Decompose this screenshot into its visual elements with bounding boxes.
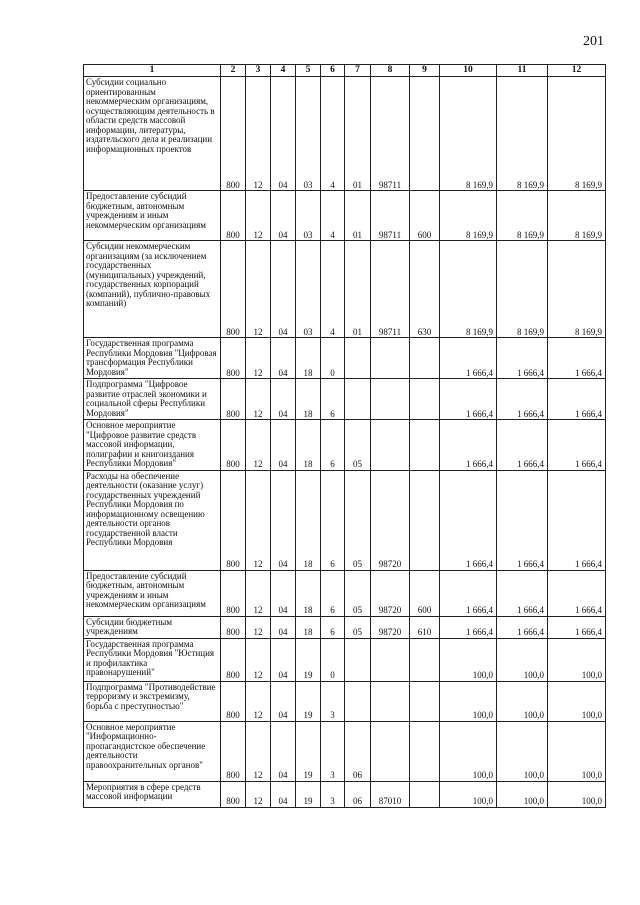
amount-year-3: 1 666,4 xyxy=(548,470,606,570)
section-code: 12 xyxy=(246,420,271,471)
subsection-code: 04 xyxy=(271,681,296,721)
expense-type-code xyxy=(410,781,440,807)
row-description: Субсидии бюджетным учреждениям xyxy=(84,616,221,638)
subsection-code: 04 xyxy=(271,721,296,781)
amount-year-3: 100,0 xyxy=(548,638,606,681)
section-code: 12 xyxy=(246,570,271,616)
admin-code: 800 xyxy=(221,781,246,807)
amount-year-3: 100,0 xyxy=(548,781,606,807)
amount-year-2: 1 666,4 xyxy=(497,420,548,471)
direction-code xyxy=(371,420,410,471)
activity-code xyxy=(345,338,371,379)
amount-year-1: 1 666,4 xyxy=(440,338,497,379)
subsection-code: 04 xyxy=(271,470,296,570)
column-header: 2 xyxy=(221,65,246,77)
admin-code: 800 xyxy=(221,191,246,241)
amount-year-2: 8 169,9 xyxy=(497,77,548,191)
direction-code xyxy=(371,721,410,781)
subsection-code: 04 xyxy=(271,638,296,681)
table-row xyxy=(84,638,606,681)
row-description: Подпрограмма "Противодействие терроризму и экстремизму, борьба с преступностью" xyxy=(84,681,221,721)
subprogram-code: 6 xyxy=(321,379,345,420)
expense-type-code xyxy=(410,638,440,681)
amount-year-3: 1 666,4 xyxy=(548,338,606,379)
amount-year-2: 1 666,4 xyxy=(497,616,548,638)
subsection-code: 04 xyxy=(271,338,296,379)
table-row xyxy=(84,781,606,807)
page-number: 201 xyxy=(583,34,604,49)
subprogram-code: 4 xyxy=(321,77,345,191)
amount-year-2: 1 666,4 xyxy=(497,570,548,616)
amount-year-1: 1 666,4 xyxy=(440,570,497,616)
column-header: 4 xyxy=(271,65,296,77)
amount-year-3: 1 666,4 xyxy=(548,616,606,638)
activity-code xyxy=(345,638,371,681)
row-description: Основное мероприятие "Информационно-пропагандистское обеспечение деятельности правоохранительных органов" xyxy=(84,721,221,781)
program-code: 18 xyxy=(296,470,321,570)
amount-year-3: 8 169,9 xyxy=(548,241,606,338)
column-header: 5 xyxy=(296,65,321,77)
admin-code: 800 xyxy=(221,241,246,338)
table-row xyxy=(84,681,606,721)
table-row xyxy=(84,379,606,420)
subprogram-code: 0 xyxy=(321,338,345,379)
column-header: 11 xyxy=(497,65,548,77)
section-code: 12 xyxy=(246,721,271,781)
subsection-code: 04 xyxy=(271,191,296,241)
amount-year-2: 1 666,4 xyxy=(497,338,548,379)
program-code: 19 xyxy=(296,721,321,781)
direction-code xyxy=(371,638,410,681)
amount-year-1: 8 169,9 xyxy=(440,191,497,241)
row-description: Основное мероприятие "Цифровое развитие средств массовой информации, полиграфии и книгоиздания Республики Мордовия" xyxy=(84,420,221,471)
expense-type-code xyxy=(410,379,440,420)
admin-code: 800 xyxy=(221,77,246,191)
section-code: 12 xyxy=(246,191,271,241)
expense-type-code xyxy=(410,681,440,721)
amount-year-3: 1 666,4 xyxy=(548,420,606,471)
expense-type-code xyxy=(410,420,440,471)
expense-type-code xyxy=(410,77,440,191)
subsection-code: 04 xyxy=(271,77,296,191)
activity-code: 05 xyxy=(345,420,371,471)
expense-type-code xyxy=(410,338,440,379)
subsection-code: 04 xyxy=(271,570,296,616)
budget-table xyxy=(83,64,606,808)
section-code: 12 xyxy=(246,638,271,681)
admin-code: 800 xyxy=(221,570,246,616)
admin-code: 800 xyxy=(221,420,246,471)
amount-year-3: 8 169,9 xyxy=(548,191,606,241)
amount-year-1: 1 666,4 xyxy=(440,470,497,570)
direction-code: 98720 xyxy=(371,470,410,570)
expense-type-code: 600 xyxy=(410,570,440,616)
amount-year-3: 8 169,9 xyxy=(548,77,606,191)
amount-year-1: 100,0 xyxy=(440,721,497,781)
direction-code xyxy=(371,681,410,721)
amount-year-3: 100,0 xyxy=(548,721,606,781)
subprogram-code: 3 xyxy=(321,721,345,781)
header-row xyxy=(84,65,606,77)
row-description: Подпрограмма "Цифровое развитие отраслей экономики и социальной сферы Республики Мордовия" xyxy=(84,379,221,420)
direction-code: 87010 xyxy=(371,781,410,807)
subprogram-code: 6 xyxy=(321,470,345,570)
subprogram-code: 6 xyxy=(321,570,345,616)
subsection-code: 04 xyxy=(271,379,296,420)
column-header: 12 xyxy=(548,65,606,77)
direction-code: 98711 xyxy=(371,191,410,241)
row-description: Предоставление субсидий бюджетным, автономным учреждениям и иным некоммерческим организациям xyxy=(84,570,221,616)
table-row xyxy=(84,241,606,338)
row-description: Субсидии социально ориентированным некоммерческим организациям, осуществляющим деятельность в области средств массовой информации, литературы, издательского дела и реализации информационных проектов xyxy=(84,77,221,191)
amount-year-1: 100,0 xyxy=(440,781,497,807)
row-description: Мероприятия в сфере средств массовой информации xyxy=(84,781,221,807)
activity-code: 06 xyxy=(345,781,371,807)
subsection-code: 04 xyxy=(271,420,296,471)
admin-code: 800 xyxy=(221,638,246,681)
activity-code: 01 xyxy=(345,241,371,338)
program-code: 19 xyxy=(296,781,321,807)
amount-year-1: 8 169,9 xyxy=(440,241,497,338)
subprogram-code: 4 xyxy=(321,191,345,241)
admin-code: 800 xyxy=(221,681,246,721)
section-code: 12 xyxy=(246,77,271,191)
column-header: 9 xyxy=(410,65,440,77)
activity-code: 05 xyxy=(345,616,371,638)
amount-year-2: 8 169,9 xyxy=(497,191,548,241)
activity-code: 01 xyxy=(345,191,371,241)
admin-code: 800 xyxy=(221,379,246,420)
section-code: 12 xyxy=(246,470,271,570)
table-row xyxy=(84,191,606,241)
admin-code: 800 xyxy=(221,721,246,781)
row-description: Расходы на обеспечение деятельности (оказание услуг) государственных учреждений Республики Мордовия по информационному освещению деятельности органов государственной власти Республики Мордовия xyxy=(84,470,221,570)
activity-code: 05 xyxy=(345,570,371,616)
expense-type-code: 600 xyxy=(410,191,440,241)
row-description: Государственная программа Республики Мордовия "Цифровая трансформация Республики Мордовия" xyxy=(84,338,221,379)
subprogram-code: 4 xyxy=(321,241,345,338)
row-description: Субсидии некоммерческим организациям (за исключением государственных (муниципальных) учреждений, государственных корпораций (компаний), публично-правовых компаний) xyxy=(84,241,221,338)
amount-year-3: 1 666,4 xyxy=(548,570,606,616)
activity-code: 06 xyxy=(345,721,371,781)
admin-code: 800 xyxy=(221,470,246,570)
direction-code xyxy=(371,379,410,420)
expense-type-code xyxy=(410,721,440,781)
amount-year-2: 100,0 xyxy=(497,681,548,721)
section-code: 12 xyxy=(246,338,271,379)
program-code: 03 xyxy=(296,241,321,338)
table-row xyxy=(84,470,606,570)
table-row xyxy=(84,721,606,781)
section-code: 12 xyxy=(246,616,271,638)
amount-year-1: 1 666,4 xyxy=(440,420,497,471)
amount-year-2: 100,0 xyxy=(497,638,548,681)
column-header: 8 xyxy=(371,65,410,77)
program-code: 18 xyxy=(296,338,321,379)
program-code: 18 xyxy=(296,420,321,471)
subprogram-code: 3 xyxy=(321,681,345,721)
subsection-code: 04 xyxy=(271,241,296,338)
row-description: Предоставление субсидий бюджетным, автономным учреждениям и иным некоммерческим организациям xyxy=(84,191,221,241)
amount-year-2: 1 666,4 xyxy=(497,379,548,420)
column-header: 10 xyxy=(440,65,497,77)
activity-code: 01 xyxy=(345,77,371,191)
program-code: 03 xyxy=(296,191,321,241)
column-header: 3 xyxy=(246,65,271,77)
row-description: Государственная программа Республики Мордовия "Юстиция и профилактика правонарушений" xyxy=(84,638,221,681)
program-code: 18 xyxy=(296,379,321,420)
expense-type-code: 610 xyxy=(410,616,440,638)
amount-year-2: 1 666,4 xyxy=(497,470,548,570)
section-code: 12 xyxy=(246,781,271,807)
subprogram-code: 3 xyxy=(321,781,345,807)
amount-year-3: 1 666,4 xyxy=(548,379,606,420)
amount-year-2: 8 169,9 xyxy=(497,241,548,338)
program-code: 19 xyxy=(296,681,321,721)
direction-code: 98711 xyxy=(371,241,410,338)
activity-code xyxy=(345,379,371,420)
program-code: 18 xyxy=(296,616,321,638)
program-code: 19 xyxy=(296,638,321,681)
subprogram-code: 6 xyxy=(321,420,345,471)
table-row xyxy=(84,616,606,638)
section-code: 12 xyxy=(246,241,271,338)
amount-year-2: 100,0 xyxy=(497,781,548,807)
amount-year-1: 100,0 xyxy=(440,638,497,681)
subsection-code: 04 xyxy=(271,616,296,638)
direction-code: 98720 xyxy=(371,616,410,638)
direction-code xyxy=(371,338,410,379)
section-code: 12 xyxy=(246,681,271,721)
direction-code: 98711 xyxy=(371,77,410,191)
admin-code: 800 xyxy=(221,616,246,638)
subprogram-code: 0 xyxy=(321,638,345,681)
table-row xyxy=(84,570,606,616)
amount-year-1: 1 666,4 xyxy=(440,379,497,420)
amount-year-1: 1 666,4 xyxy=(440,616,497,638)
subsection-code: 04 xyxy=(271,781,296,807)
table-row xyxy=(84,338,606,379)
expense-type-code: 630 xyxy=(410,241,440,338)
expense-type-code xyxy=(410,470,440,570)
program-code: 18 xyxy=(296,570,321,616)
amount-year-2: 100,0 xyxy=(497,721,548,781)
column-header: 1 xyxy=(84,65,221,77)
activity-code: 05 xyxy=(345,470,371,570)
column-header: 7 xyxy=(345,65,371,77)
activity-code xyxy=(345,681,371,721)
amount-year-3: 100,0 xyxy=(548,681,606,721)
section-code: 12 xyxy=(246,379,271,420)
amount-year-1: 8 169,9 xyxy=(440,77,497,191)
table-row xyxy=(84,77,606,191)
admin-code: 800 xyxy=(221,338,246,379)
table-row xyxy=(84,420,606,471)
amount-year-1: 100,0 xyxy=(440,681,497,721)
program-code: 03 xyxy=(296,77,321,191)
column-header: 6 xyxy=(321,65,345,77)
direction-code: 98720 xyxy=(371,570,410,616)
subprogram-code: 6 xyxy=(321,616,345,638)
